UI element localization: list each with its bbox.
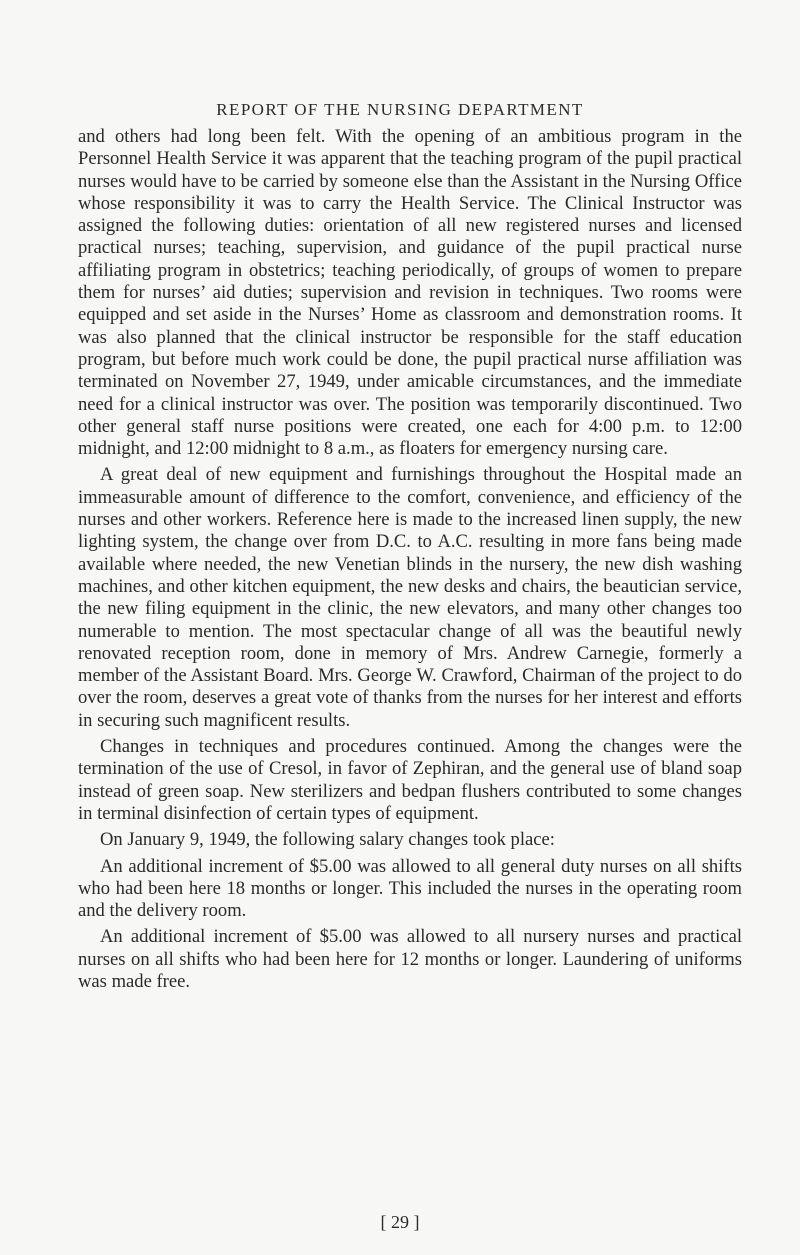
paragraph: On January 9, 1949, the following salary changes took place:: [100, 829, 555, 851]
running-head: REPORT OF THE NURSING DEPARTMENT: [216, 100, 584, 119]
paragraph: and others had long been felt. With the opening of an ambitious program in the Personnel Health Service it was apparent that the teaching program of the pupil practical nurses would have to be carried by someone else than the Assistant in the Nursing Office whose responsibility it was to carry the Health Service. The Clinical Instructor was assigned the following duties: orientation of all new registered nurses and licensed practical nurses; teaching, supervision, and guidance of the pupil practical nurse affiliating program in obstetrics; teaching periodically, of groups of women to prepare them for nurses’ aid duties; supervision and revision in techniques. Two rooms were equipped and set aside in the Nurses’ Home as classroom and demonstration rooms. It was also planned that the clinical instructor be responsible for the staff education program, but before much work could be done, the pupil practical nurse affiliation was terminated on November 27, 1949, under amicable circumstances, and the immediate need for a clinical instructor was over. The position was temporarily discontinued. Two other general staff nurse positions were created, one each for 4:00 p.m. to 12:00 midnight, and 12:00 midnight to 8 a.m., as floaters for emergency nursing care.: [78, 126, 742, 460]
paragraph: An additional increment of $5.00 was allowed to all nursery nurses and practical nurses on all shifts who had been here for 12 months or longer. Laundering of uniforms was made free.: [78, 926, 742, 992]
paragraph: Changes in techniques and procedures continued. Among the changes were the termination of the use of Cresol, in favor of Zephiran, and the general use of bland soap instead of green soap. New sterilizers and bedpan flushers contributed to some changes in terminal disinfection of certain types of equipment.: [78, 736, 742, 824]
page-number: [ 29 ]: [380, 1212, 420, 1232]
paragraph: A great deal of new equipment and furnishings throughout the Hospital made an immeasurable amount of difference to the comfort, convenience, and efficiency of the nurses and other workers. Reference here is made to the increased linen supply, the new lighting system, the change over from D.C. to A.C. resulting in more fans being made available where needed, the new Venetian blinds in the nursery, the new dish washing machines, and other kitchen equipment, the new desks and chairs, the beautician service, the new filing equipment in the clinic, the new elevators, and many other changes too numerable to mention. The most spectacular change of all was the beautiful newly renovated reception room, done in memory of Mrs. Andrew Carnegie, formerly a member of the Assistant Board. Mrs. George W. Crawford, Chairman of the project to do over the room, deserves a great vote of thanks from the nurses for her interest and efforts in securing such magnificent results.: [78, 464, 742, 731]
paragraph: An additional increment of $5.00 was allowed to all general duty nurses on all shifts who had been here 18 months or longer. This included the nurses in the operating room and the delivery room.: [78, 855, 742, 922]
body-text: [78, 126, 742, 997]
